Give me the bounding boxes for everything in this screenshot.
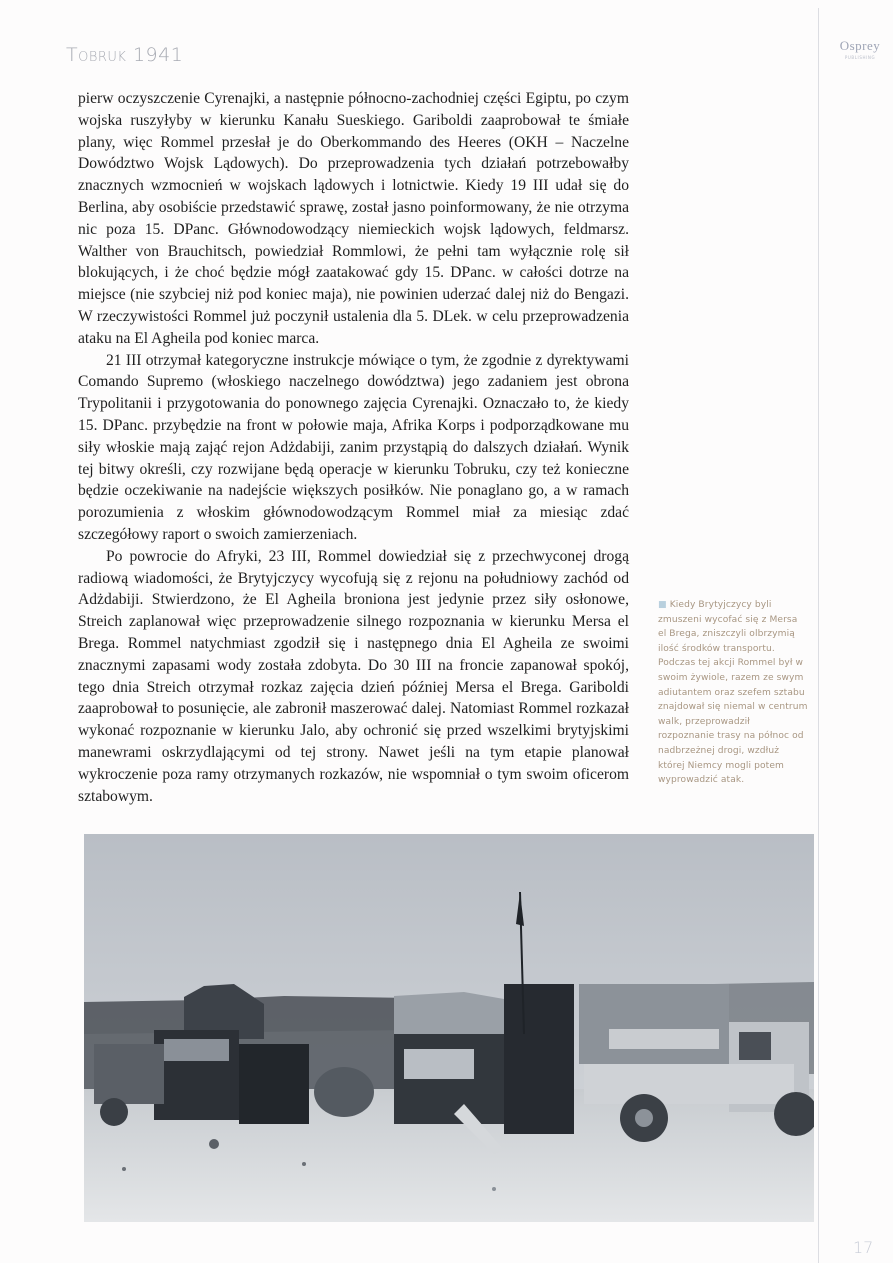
paragraph: 21 III otrzymał kategoryczne instrukcje mówiące o tym, że zgodnie z dyrektywami Comando Supremo (włoskiego naczelnego dowództwa) jego zadaniem jest obrona Trypolitanii i przygotowania do ponownego zajęcia Cyrenajki. Oznaczało to, że kiedy 15. DPanc. przybędzie na front w połowie maja, Afrika Korps i podporządkowane mu siły włoskie mają zająć rejon Adżdabiji, zanim przystąpią do dalszych działań. Wynik tej bitwy określi, czy rozwijane będą operacje w kierunku Tobruku, czy też konieczne będzie oczekiwanie na nadejście większych posiłków. Nie ponaglano go, a w ramach porozumienia z włoskim głównodowodzącym Rommel miał za miesiąc zdać szczegółowy raport o swoich zamierzeniach. bbox=[78, 351, 629, 543]
caption-text: Kiedy Brytyjczycy byli zmuszeni wycofać się z Mersa el Brega, zniszczyli olbrzymią ilość środków transportu. Podczas tej akcji Rommel był w swoim żywiole, razem ze swym adiutantem oraz szefem sztabu znajdował się niemal w centrum walk, przeprowadził rozpoznanie trasy na północ od nadbrzeżnej drogi, wzdłuż której Niemcy mogli potem wyprowadzić atak. bbox=[658, 600, 808, 786]
page-number: 17 bbox=[853, 1238, 874, 1257]
publisher-logo bbox=[830, 38, 890, 60]
body-text bbox=[78, 88, 629, 807]
publisher-name: Osprey bbox=[839, 38, 881, 53]
publisher-subtitle: PUBLISHING bbox=[844, 55, 876, 60]
photo-caption bbox=[658, 598, 808, 788]
paragraph: pierw oczyszczenie Cyrenajki, a następnie północno-zachodniej części Egiptu, po czym wojska ruszyłyby w kierunku Kanału Sueskiego. Gariboldi zaaprobował te śmiałe plany, więc Rommel przesłał je do Oberkommando des Heeres (OKH – Naczelne Dowództwo Wojsk Lądowych). Do przeprowadzenia tych działań potrzebowałby znacznych wzmocnień w wojskach lądowych i lotnictwie. Kiedy 19 III udał się do Berlina, aby osobiście przedstawić sprawę, został jasno poinformowany, że nie otrzyma nic poza 15. DPanc. Głównodowodzący niemieckich wojsk lądowych, feldmarsz. Walther von Brauchitsch, powiedział Rommlowi, że pełni tam wyłącznie rolę sił blokujących, i że choć będzie mógł zaatakować gdy 15. DPanc. w całości dotrze na miejsce (nie szybciej niż pod koniec maja), nie powinien uderzać dalej niż do Bengazi. W rzeczywistości Rommel już poczynił ustalenia dla 5. DLek. w celu przeprowadzenia ataku na El Agheila pod koniec marca. bbox=[78, 90, 629, 347]
desert-trucks-photo bbox=[84, 834, 814, 1222]
caption-bullet-icon: ■ bbox=[658, 600, 667, 610]
paragraph: Po powrocie do Afryki, 23 III, Rommel dowiedział się z przechwyconej drogą radiową wiadomości, że Brytyjczycy wycofują się z rejonu na południowy zachód od Adżdabiji. Stwierdzono, że El Agheila broniona jest jedynie przez siły osłonowe, Streich zaplanował więc przeprowadzenie silnego rozpoznania w kierunku Mersa el Brega. Rommel natychmiast zgodził się i następnego dnia El Agheila ze swoimi znacznymi zapasami wody została zdobyta. Do 30 III na froncie zapanował spokój, tego dnia Streich otrzymał rozkaz zajęcia dzień później Mersa el Brega. Gariboldi zaaprobował to posunięcie, ale zabronił maszerować dalej. Natomiast Rommel rozkazał wykonać rozpoznanie w kierunku Jalo, aby ochronić się przed wszelkimi brytyjskimi manewrami oskrzydlającymi od tej strony. Nawet jeśli na tym etapie planował wykroczenie poza ramy otrzymanych rozkazów, nie wspomniał o tym swoim oficerom sztabowym. bbox=[78, 547, 629, 805]
photo-illustration bbox=[84, 834, 814, 1222]
running-head: Tobruk 1941 bbox=[66, 44, 184, 66]
margin-rule bbox=[818, 8, 819, 1263]
